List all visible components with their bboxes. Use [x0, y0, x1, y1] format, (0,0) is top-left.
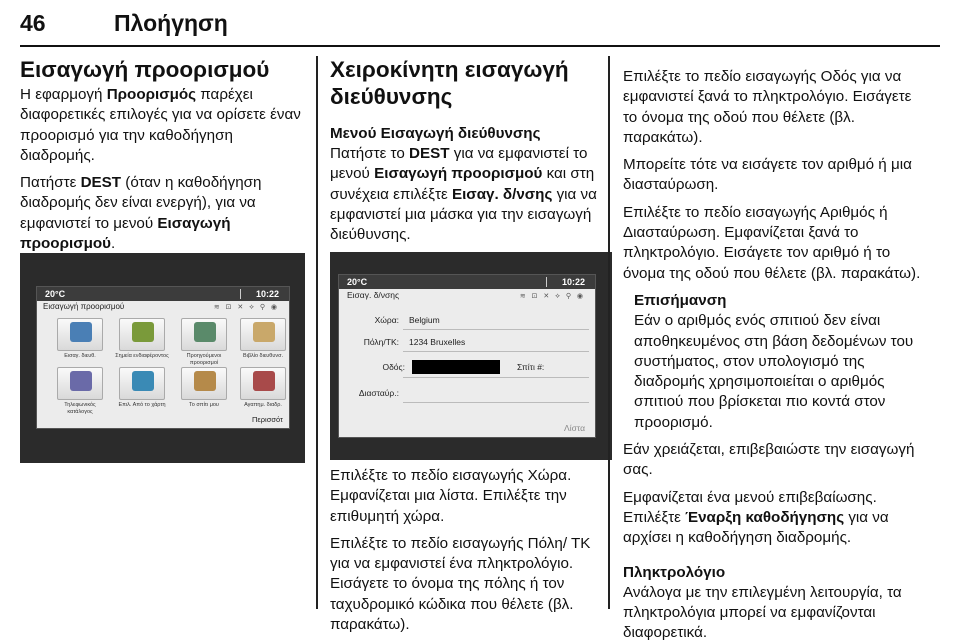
- tile-my-home[interactable]: [181, 367, 227, 400]
- tile-book-icon: [253, 322, 275, 342]
- paragraph-start-guidance: Εμφανίζεται ένα μενού επιβεβαίωσης. Επιλέξτε Έναρξη καθοδήγησης για να αρχίσει η καθοδήγηση διαδρομής.: [623, 488, 889, 547]
- crossing-label: Διασταύρ.:: [358, 388, 399, 398]
- note-box: [623, 291, 923, 433]
- address-entry-screenshot: [330, 252, 612, 460]
- infotainment-screen: [338, 274, 596, 438]
- tile-poi-icon: [132, 322, 154, 342]
- field-divider: [403, 377, 589, 378]
- paragraph-address-mask: Πατήστε το DEST για να εμφανιστεί το μενού Εισαγωγή προορισμού και στη συνέχεια επιλέξτε Εισαγ. δ/νσης για να εμφανιστεί μια μάσκα για την εισαγωγή διεύθυνσης.: [330, 145, 597, 244]
- header-divider: [20, 45, 940, 47]
- street-label: Οδός:: [382, 362, 405, 372]
- tile-label: Τηλεφωνικός κατάλογος: [64, 402, 96, 415]
- status-divider: [240, 289, 241, 299]
- paragraph-street: Επιλέξτε το πεδίο εισαγωγής Οδός για να εμφανιστεί ξανά το πληκτρολόγιο. Εισάγετε το όνομα της οδού που θέλετε (βλ. παρακάτω).: [623, 68, 912, 146]
- column-2-lower: [330, 466, 612, 642]
- tile-poi[interactable]: [119, 318, 165, 351]
- column-3: [623, 67, 923, 642]
- tile-label: Σημεία ενδιαφέροντος: [115, 353, 169, 359]
- city-field[interactable]: 1234 Bruxelles: [409, 337, 466, 347]
- chapter-title: Πλοήγηση: [114, 10, 228, 36]
- clock-readout: 10:22: [255, 289, 279, 299]
- tile-label: Επιλ. Από το χάρτη: [118, 402, 166, 408]
- column-divider-2: [608, 56, 610, 609]
- tile-label: Εισαγ. διευθ.: [64, 353, 96, 359]
- street-field[interactable]: [412, 360, 500, 374]
- paragraph-dest-press: Πατήστε DEST (όταν η καθοδήγηση διαδρομής δεν είναι ενεργή), για να εμφανιστεί το μενού Εισαγωγή προορισμού.: [20, 174, 262, 253]
- tile-label: Βιβλίο διευθυνσ.: [242, 353, 284, 359]
- temperature-readout: 20°C: [347, 277, 368, 287]
- paragraph-select-number: Επιλέξτε το πεδίο εισαγωγής Αριθμός ή Διασταύρωση. Εμφανίζεται ξανά το πληκτρολόγιο. Εισάγετε τον αριθμό ή το όνομα της οδού που θέλετε (βλ. παρακάτω).: [623, 203, 921, 282]
- infotainment-screen: [36, 286, 290, 429]
- screen-title: Εισαγ. δ/νσης: [347, 290, 400, 300]
- country-label: Χώρα:: [374, 315, 399, 325]
- paragraph-country: Επιλέξτε το πεδίο εισαγωγής Χώρα. Εμφανίζεται μια λίστα. Επιλέξτε την επιθυμητή χώρα.: [330, 467, 572, 525]
- list-button[interactable]: Λίστα: [564, 423, 585, 433]
- note-text: Εάν ο αριθμός ενός σπιτιού δεν είναι αποθηκευμένος στη βάση δεδομένων του συστήματος, στον υπολογισμό της διαδρομής χρησιμοποιείται ο αριθμός σπιτιού που βρίσκεται πιο κοντά στον προορισμό.: [634, 312, 914, 431]
- field-divider: [403, 351, 589, 352]
- status-divider: [546, 277, 547, 287]
- tile-home-icon: [194, 371, 216, 391]
- column-2: [330, 56, 612, 252]
- tile-map-icon: [132, 371, 154, 391]
- tile-label: Προηγούμενοι προορισμοί: [186, 353, 222, 366]
- tile-address-book[interactable]: [240, 318, 286, 351]
- tile-previous-icon: [194, 322, 216, 342]
- house-number-label: Σπίτι #:: [517, 362, 545, 372]
- status-bar: [339, 275, 595, 289]
- subsection-title-keyboard: Πληκτρολόγιο: [623, 563, 726, 581]
- tile-address-icon: [70, 322, 92, 342]
- paragraph-number-or-crossing: Μπορείτε τότε να εισάγετε τον αριθμό ή μια διασταύρωση.: [623, 156, 912, 194]
- status-icons: ≋ ⊡ ✕ ⟡ ⚲ ◉: [213, 304, 279, 311]
- tile-select-from-map[interactable]: [119, 367, 165, 400]
- city-label: Πόλη/ΤΚ:: [363, 337, 399, 347]
- page-number: 46: [20, 10, 46, 36]
- destination-menu-screenshot: [20, 253, 305, 463]
- tile-favourite-routes[interactable]: [240, 367, 286, 400]
- temperature-readout: 20°C: [45, 289, 66, 299]
- paragraph-city: Επιλέξτε το πεδίο εισαγωγής Πόλη/ ΤΚ για να εμφανιστεί ένα πληκτρολόγιο. Εισάγετε το όνομα της πόλης ή τον ταχυδρομικό κώδικα που θέλετε (βλ. παρακάτω).: [330, 534, 591, 634]
- tile-phone-icon: [70, 371, 92, 391]
- paragraph-keyboard: Ανάλογα με την επιλεγμένη λειτουργία, τα πληκτρολόγια μπορεί να εμφανίζονται διαφορετικά.: [623, 583, 902, 642]
- paragraph-confirm: Εάν χρειάζεται, επιβεβαιώστε την εισαγωγή σας.: [623, 441, 915, 479]
- clock-readout: 10:22: [561, 277, 585, 287]
- paragraph-intro: Η εφαρμογή Προορισμός παρέχει διαφορετικές επιλογές για να ορίσετε έναν προορισμό για την καθοδήγηση διαδρομής.: [20, 86, 301, 164]
- note-title: Επισήμανση: [634, 291, 727, 309]
- page-header: [20, 4, 940, 42]
- tile-address-entry[interactable]: [57, 318, 103, 351]
- tile-previous-destinations[interactable]: [181, 318, 227, 351]
- tile-phonebook[interactable]: [57, 367, 103, 400]
- status-bar: [37, 287, 289, 301]
- column-1: [20, 56, 305, 261]
- tile-label: Το σπίτι μου: [189, 402, 219, 408]
- tile-label: Αγαπημ. διαδρ.: [244, 402, 282, 408]
- subsection-title-address-menu: Μενού Εισαγωγή διεύθυνσης: [330, 125, 541, 142]
- status-icons: ≋ ⊡ ✕ ⟡ ⚲ ◉: [519, 293, 585, 300]
- section-title-manual-address: Χειροκίνητη εισαγωγή διεύθυνσης: [330, 57, 569, 109]
- field-divider: [403, 329, 589, 330]
- screen-title: Εισαγωγή προορισμού: [43, 302, 125, 311]
- tile-route-icon: [253, 371, 275, 391]
- country-field[interactable]: Belgium: [409, 315, 440, 325]
- more-button[interactable]: Περισσότ: [252, 415, 283, 424]
- section-title-destination: Εισαγωγή προορισμού: [20, 57, 270, 82]
- field-divider: [403, 402, 589, 403]
- column-divider-1: [316, 56, 318, 609]
